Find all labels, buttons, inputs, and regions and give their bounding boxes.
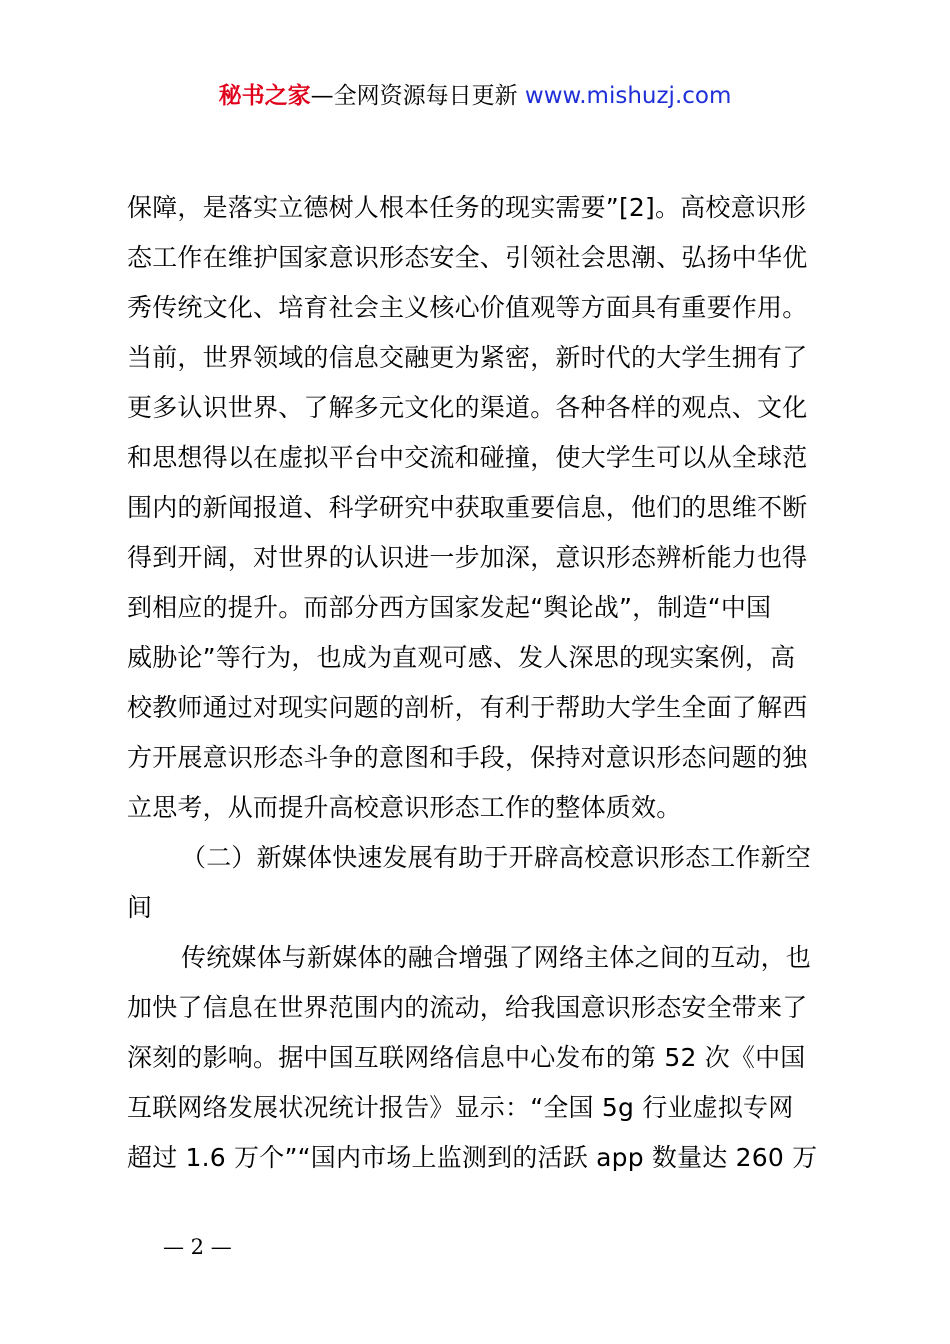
brand-name: 秘书之家 [218,83,311,109]
body-line: 立思考，从而提升高校意识形态工作的整体质效。 [127,793,682,822]
body-line: 方开展意识形态斗争的意图和手段，保持对意识形态问题的独 [127,743,808,772]
body-line: 威胁论”等行为，也成为直观可感、发人深思的现实案例，高 [127,643,796,672]
body-line: 加快了信息在世界范围内的流动，给我国意识形态安全带来了 [127,993,808,1022]
body-line: 传统媒体与新媒体的融合增强了网络主体之间的互动，也 [181,943,812,972]
body-line: 围内的新闻报道、科学研究中获取重要信息，他们的思维不断 [127,493,808,522]
body-line: 得到开阔，对世界的认识进一步加深，意识形态辨析能力也得 [127,543,808,572]
body-line: 到相应的提升。而部分西方国家发起“舆论战”，制造“中国 [127,593,772,622]
body-line: 态工作在维护国家意识形态安全、引领社会思潮、弘扬中华优 [127,243,808,272]
document-body [127,183,835,1183]
body-line: 和思想得以在虚拟平台中交流和碰撞，使大学生可以从全球范 [127,443,808,472]
page-header [0,78,950,114]
body-line: 更多认识世界、了解多元文化的渠道。各种各样的观点、文化 [127,393,808,422]
section-heading: （二）新媒体快速发展有助于开辟高校意识形态工作新空 [181,843,812,872]
body-line: 保障，是落实立德树人根本任务的现实需要”[2]。高校意识形 [127,193,807,222]
body-line: 当前，世界领域的信息交融更为紧密，新时代的大学生拥有了 [127,343,808,372]
header-tagline: —全网资源每日更新 [310,83,518,109]
body-line: 超过 1.6 万个”“国内市场上监测到的活跃 app 数量达 260 万 [127,1143,818,1172]
body-line: 校教师通过对现实问题的剖析，有利于帮助大学生全面了解西 [127,693,808,722]
site-url[interactable]: www.mishuzj.com [524,83,732,109]
body-line: 互联网络发展状况统计报告》显示：“全国 5g 行业虚拟专网 [127,1093,794,1122]
section-heading-continued: 间 [127,893,153,922]
body-line: 深刻的影响。据中国互联网络信息中心发布的第 52 次《中国 [127,1043,806,1072]
page-number: — 2 — [163,1235,232,1259]
body-line: 秀传统文化、培育社会主义核心价值观等方面具有重要作用。 [127,293,808,322]
